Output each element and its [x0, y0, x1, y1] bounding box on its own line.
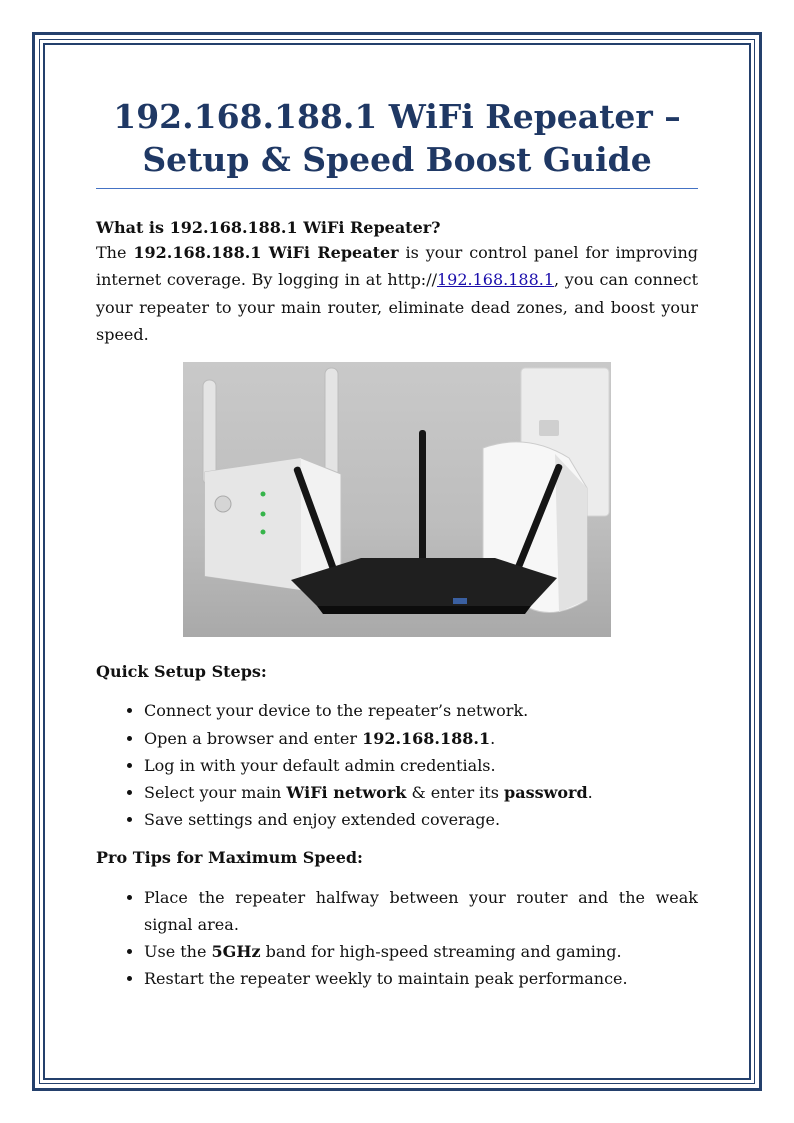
list-item	[144, 806, 698, 833]
steps-list	[96, 697, 698, 833]
steps-section	[96, 661, 698, 833]
step-3-text: Log in with your default admin credentials.	[144, 755, 496, 775]
tips-list	[96, 884, 698, 993]
list-item	[144, 779, 698, 806]
left-repeater-side	[205, 458, 301, 590]
step-5-text: Save settings and enjoy extended coverage.	[144, 810, 501, 830]
intro-the: The	[96, 243, 127, 263]
list-item	[144, 965, 698, 992]
step-2-ip: 192.168.188.1	[362, 728, 491, 748]
intro-paragraph	[96, 239, 698, 348]
step-4-mid: & enter its	[406, 782, 505, 802]
step-4-password: password	[504, 782, 588, 802]
step-4-wifi: WiFi network	[286, 782, 407, 802]
status-led-1	[261, 491, 266, 496]
step-1-text: Connect your device to the repeater’s network.	[144, 701, 529, 721]
document-content	[96, 96, 698, 992]
tip-2-band: 5GHz	[211, 942, 261, 962]
tips-section	[96, 847, 698, 992]
steps-heading: Quick Setup Steps:	[96, 661, 267, 681]
list-item	[144, 697, 698, 724]
title-line-2: Setup & Speed Boost Guide	[142, 139, 652, 179]
product-image-wrapper	[96, 362, 698, 637]
left-repeater-button	[215, 496, 231, 512]
router-led-blue	[453, 598, 467, 604]
list-item	[144, 938, 698, 965]
page-title	[96, 96, 698, 189]
product-image	[183, 362, 611, 637]
tip-2-text: Use the	[144, 942, 212, 962]
ip-link[interactable]: 192.168.188.1	[436, 270, 555, 290]
intro-heading: What is 192.168.188.1 WiFi Repeater?	[96, 217, 441, 237]
step-2-end: .	[490, 728, 496, 748]
intro-bold-name: 192.168.188.1 WiFi Repeater	[133, 243, 399, 263]
intro-text-end: , you can connect your repeater to your main router, eliminate dead zones, and boost your speed.	[96, 270, 699, 344]
router-base	[317, 606, 531, 614]
router-antenna-center	[419, 430, 426, 566]
tip-2-end: band for high-speed streaming and gaming.	[260, 942, 622, 962]
wall-socket	[539, 420, 559, 436]
status-led-3	[261, 529, 266, 534]
step-2-text: Open a browser and enter	[144, 728, 363, 748]
router-repeater-illustration	[183, 362, 611, 637]
tip-3-text: Restart the repeater weekly to maintain peak performance.	[144, 969, 628, 989]
status-led-2	[261, 511, 266, 516]
list-item	[144, 884, 698, 938]
step-4-end: .	[587, 782, 593, 802]
list-item	[144, 725, 698, 752]
list-item	[144, 752, 698, 779]
tip-1-text: Place the repeater halfway between your router and the weak signal area.	[144, 887, 698, 934]
intro-section	[96, 217, 698, 348]
left-antenna-1	[203, 380, 216, 485]
intro-text-mid: is your control panel for improving internet coverage. By logging in at http://	[96, 243, 699, 290]
step-4-text: Select your main	[144, 782, 287, 802]
tips-heading: Pro Tips for Maximum Speed:	[96, 848, 363, 868]
title-line-1: 192.168.188.1 WiFi Repeater –	[113, 97, 681, 136]
